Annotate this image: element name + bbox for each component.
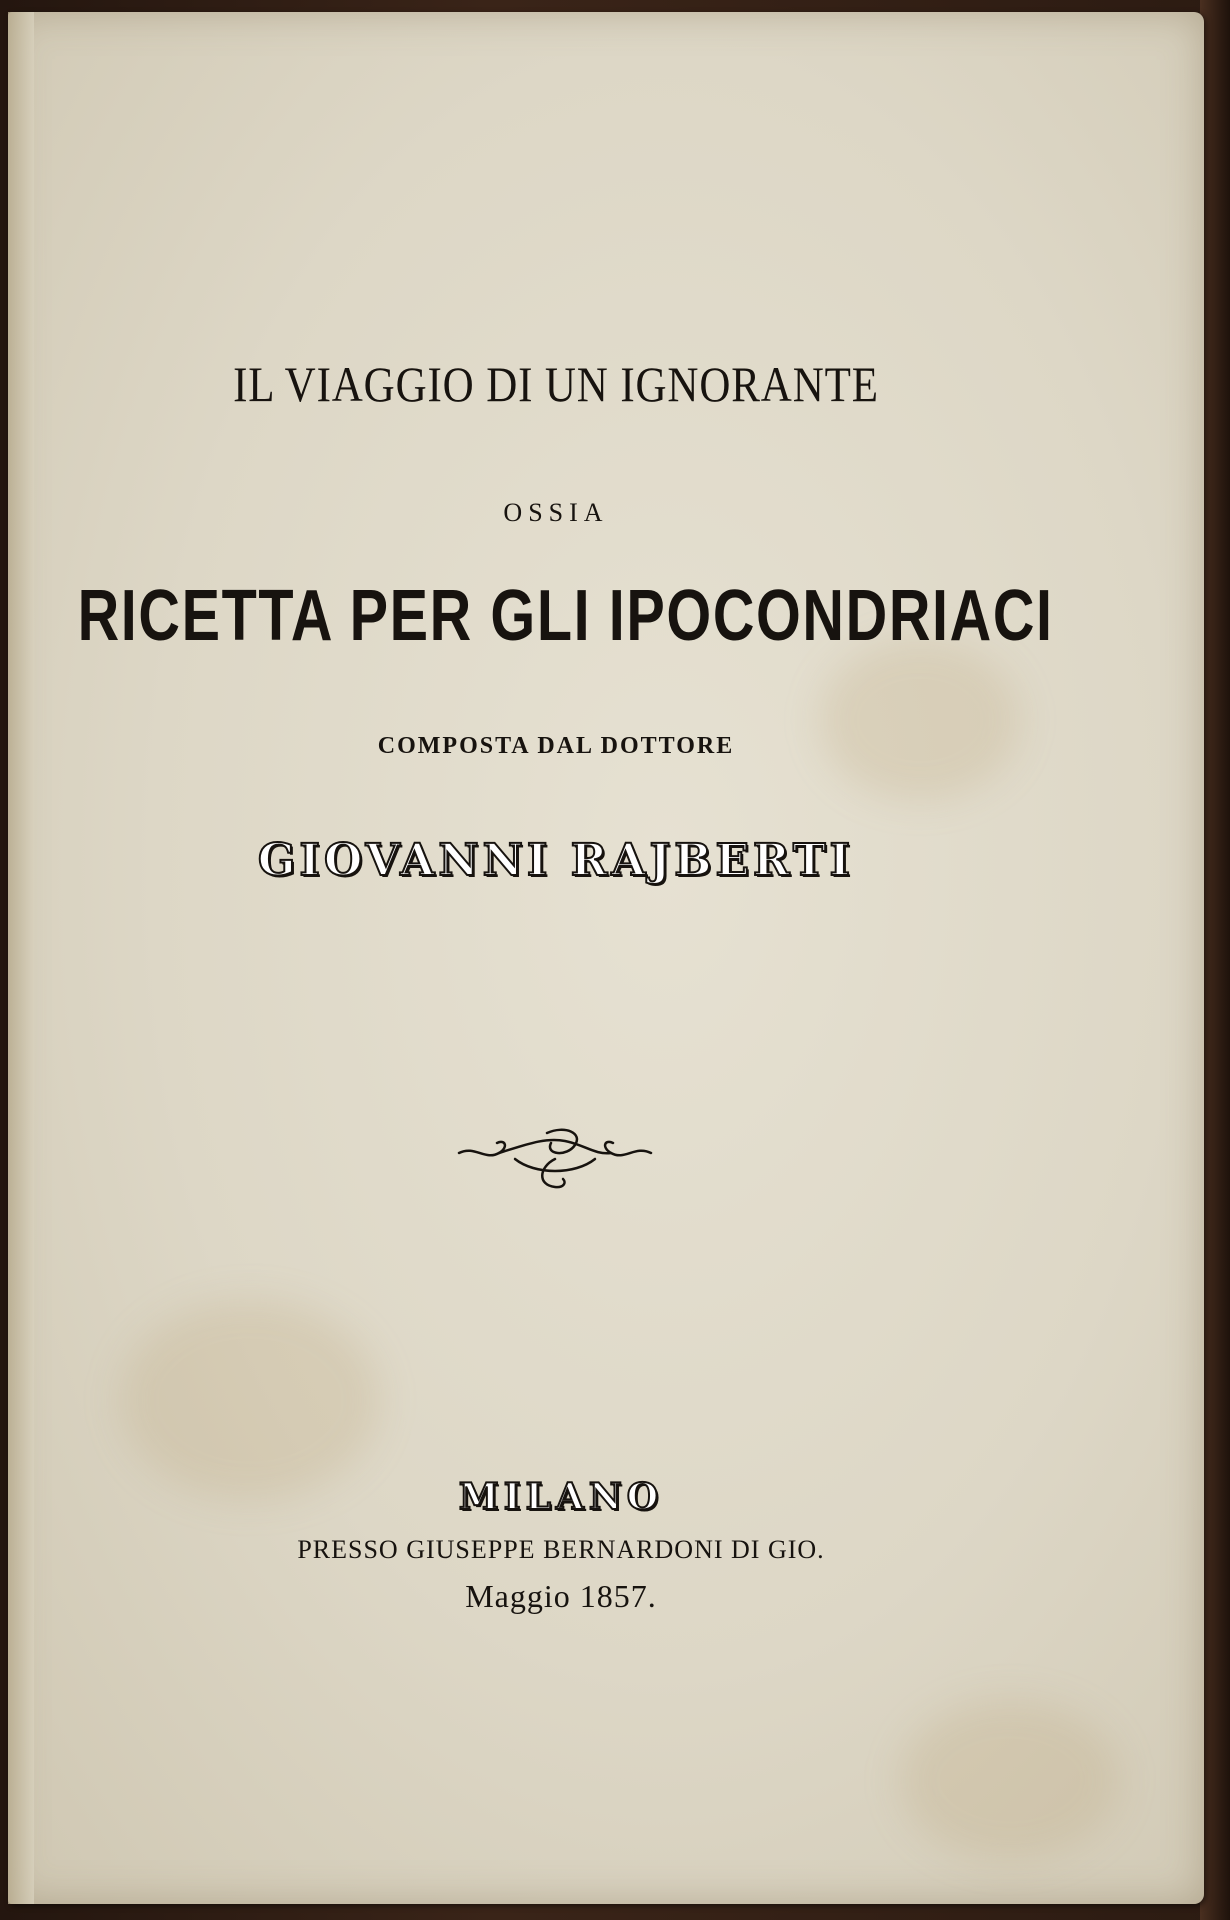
flourish-ornament-icon bbox=[455, 1115, 655, 1195]
table-surface bbox=[1200, 0, 1230, 1920]
byline: COMPOSTA DAL DOTTORE bbox=[377, 733, 735, 759]
imprint-date: Maggio 1857. bbox=[465, 1578, 657, 1614]
title-line-2: RICETTA PER GLI IPOCONDRIACI bbox=[77, 576, 1054, 656]
author-name: GIOVANNI RAJBERTI bbox=[257, 835, 855, 886]
paper-stain bbox=[120, 1300, 380, 1500]
imprint-publisher: PRESSO GIUSEPPE BERNARDONI DI GIO. bbox=[297, 1535, 825, 1564]
page-gutter bbox=[8, 12, 34, 1904]
title-line-1: IL VIAGGIO DI UN IGNORANTE bbox=[233, 356, 879, 412]
paper-stain bbox=[820, 640, 1020, 800]
imprint-city: MILANO bbox=[458, 1476, 664, 1518]
book-page bbox=[8, 12, 1204, 1904]
paper-stain bbox=[900, 1700, 1120, 1860]
title-conjunction: OSSIA bbox=[503, 498, 609, 527]
